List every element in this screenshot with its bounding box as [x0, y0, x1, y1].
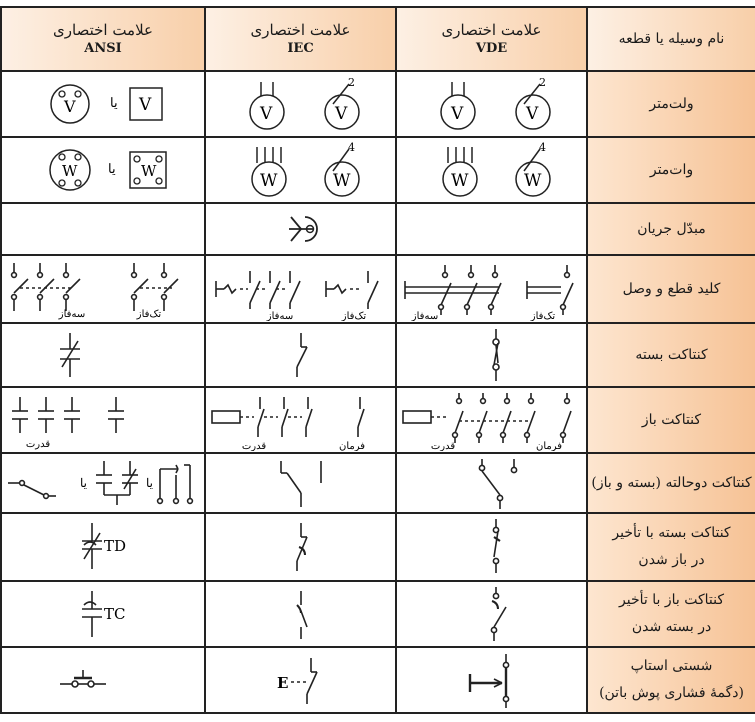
svg-text:قدرت: قدرت: [430, 441, 455, 451]
row-name: ولت‌متر: [587, 71, 755, 137]
svg-text:تک‌فاز: تک‌فاز: [341, 311, 366, 321]
svg-text:V: V: [450, 104, 463, 124]
iec-tc-contact-symbol: [205, 581, 396, 647]
name-header: نام وسیله یا قطعه: [587, 7, 755, 71]
vde-tc-contact-symbol: [396, 581, 587, 647]
svg-text:قدرت: قدرت: [25, 439, 51, 450]
iec-switch-symbol: [205, 255, 396, 323]
vde-header: علامت اختصاری VDE: [396, 7, 587, 71]
vde-voltmeter-symbol: [396, 71, 587, 137]
symbols-table: [0, 6, 755, 714]
vde-switch-symbol: [396, 255, 587, 323]
svg-text:V: V: [525, 104, 538, 124]
ansi-tc-contact-symbol: [1, 581, 205, 647]
vde-changeover-symbol: [396, 453, 587, 513]
svg-text:سه‌فاز: سه‌فاز: [411, 311, 438, 321]
ansi-ct-empty: [1, 203, 205, 255]
svg-text:V: V: [139, 95, 152, 115]
svg-text:یا: یا: [146, 476, 153, 490]
svg-text:قدرت: قدرت: [241, 441, 266, 451]
svg-text:W: W: [450, 171, 468, 191]
svg-text:4: 4: [347, 141, 355, 154]
ansi-td-contact-symbol: [1, 513, 205, 581]
row-name: کنتاکت دوحالته (بسته و باز): [587, 453, 755, 513]
row-name: کنتاکت باز با تأخیر در بسته شدن: [587, 581, 755, 647]
row-name: کلید قطع و وصل: [587, 255, 755, 323]
header-row: [1, 7, 755, 71]
table-row: [1, 203, 755, 255]
iec-wattmeter-symbol: [205, 137, 396, 203]
svg-text:W: W: [62, 162, 78, 180]
ansi-nc-contact-symbol: [1, 323, 205, 387]
svg-text:V: V: [334, 104, 347, 124]
vde-no-contact-symbol: [396, 387, 587, 453]
ansi-no-contact-symbol: [1, 387, 205, 453]
table-row: [1, 513, 755, 581]
svg-text:تک‌فاز: تک‌فاز: [530, 311, 555, 321]
svg-text:سه‌فاز: سه‌فاز: [58, 309, 86, 320]
row-name: وات‌متر: [587, 137, 755, 203]
svg-text:TC: TC: [104, 605, 126, 623]
svg-text:W: W: [141, 162, 157, 180]
svg-text:تک‌فاز: تک‌فاز: [136, 309, 162, 320]
ansi-changeover-symbol: [1, 453, 205, 513]
svg-text:V: V: [259, 104, 272, 124]
svg-text:W: W: [523, 171, 541, 191]
ansi-switch-symbol: [1, 255, 205, 323]
row-name: شستی استاپ (دگمهٔ فشاری پوش باتن): [587, 647, 755, 713]
svg-text:4: 4: [538, 141, 546, 154]
svg-text:V: V: [64, 97, 76, 116]
svg-text:W: W: [332, 171, 350, 191]
iec-nc-contact-symbol: [205, 323, 396, 387]
table-row: [1, 71, 755, 137]
ansi-pushbutton-symbol: [1, 647, 205, 713]
svg-text:یا: یا: [80, 476, 87, 490]
table-row: [1, 581, 755, 647]
row-name: کنتاکت بسته با تأخیر در باز شدن: [587, 513, 755, 581]
svg-text:E: E: [276, 674, 288, 692]
ansi-wattmeter-symbol: [1, 137, 205, 203]
iec-ct-symbol: [205, 203, 396, 255]
table-row: [1, 453, 755, 513]
iec-voltmeter-symbol: [205, 71, 396, 137]
svg-text:TD: TD: [104, 537, 127, 555]
table-row: [1, 387, 755, 453]
row-name: کنتاکت باز: [587, 387, 755, 453]
svg-text:فرمان: فرمان: [535, 441, 562, 451]
ansi-voltmeter-symbol: [1, 71, 205, 137]
iec-pushbutton-symbol: [205, 647, 396, 713]
table-row: [1, 137, 755, 203]
iec-td-contact-symbol: [205, 513, 396, 581]
row-name: مبدّل جریان: [587, 203, 755, 255]
vde-pushbutton-symbol: [396, 647, 587, 713]
table-row: [1, 323, 755, 387]
svg-text:سه‌فاز: سه‌فاز: [266, 311, 293, 321]
iec-changeover-symbol: [205, 453, 396, 513]
table-row: [1, 647, 755, 713]
vde-wattmeter-symbol: [396, 137, 587, 203]
vde-td-contact-symbol: [396, 513, 587, 581]
row-name: کنتاکت بسته: [587, 323, 755, 387]
svg-text:یا: یا: [108, 162, 116, 177]
vde-ct-empty: [396, 203, 587, 255]
svg-text:2: 2: [347, 76, 355, 89]
iec-header: علامت اختصاری IEC: [205, 7, 396, 71]
iec-no-contact-symbol: [205, 387, 396, 453]
table-row: [1, 255, 755, 323]
svg-text:W: W: [259, 171, 277, 191]
ansi-header: علامت اختصاری ANSI: [1, 7, 205, 71]
vde-nc-contact-symbol: [396, 323, 587, 387]
svg-text:یا: یا: [110, 96, 118, 111]
svg-text:2: 2: [538, 76, 546, 89]
svg-text:فرمان: فرمان: [338, 441, 365, 451]
